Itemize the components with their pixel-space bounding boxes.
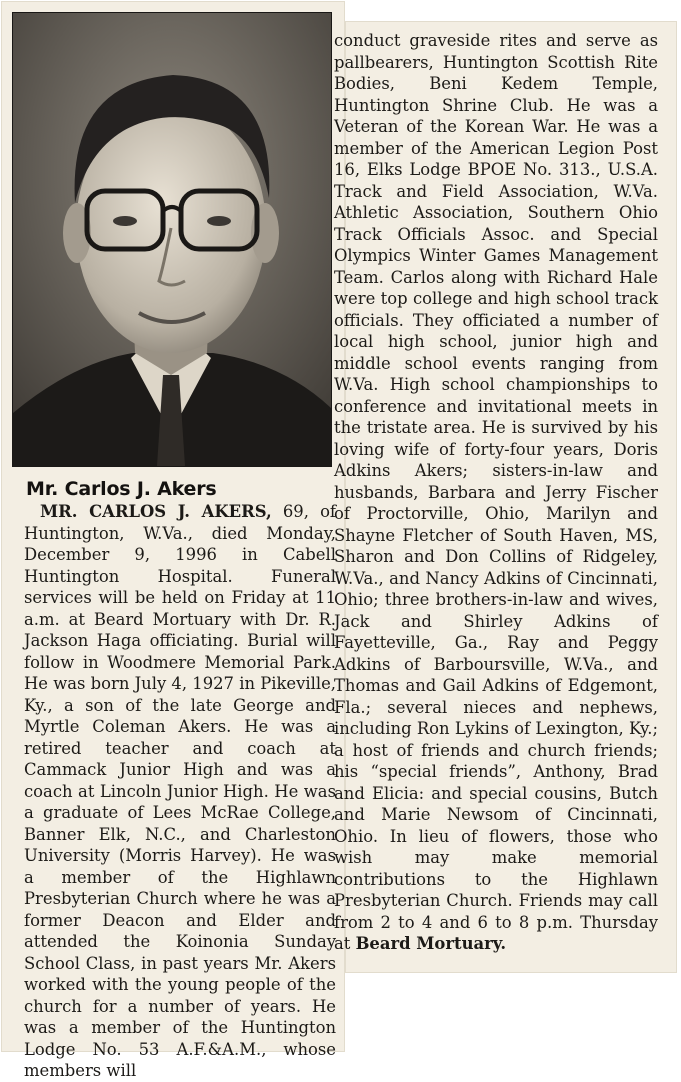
obituary-heading: Mr. Carlos J. Akers — [26, 478, 217, 500]
portrait-photo — [12, 12, 332, 467]
lead-name: MR. CARLOS J. AKERS, — [40, 502, 272, 521]
right-column-text: conduct graveside rites and serve as pallbearers, Huntington Scottish Rite Bodies, Beni Kedem Temple, Huntington Shrine Club. He was a Veteran of the Korean War. He was a member of the American Legion Post 16, Elks Lodge BPOE No. 313., U.S.A. Track and Field Association, W.Va. Athletic Association, Southern Ohio Track Officials Assoc. and Special Olympics Winter Games Management Team. Carlos along with Richard Hale were top college and high school track officials. They officiated a number of local high school, junior high and middle school events ranging from W.Va. High school championships to conference and invitational meets in the tristate area. He is survived by his loving wife of forty-four years, Doris Adkins Akers; sisters-in-law and husbands, Barbara and Jerry Fischer of Proctorville, Ohio, Marilyn and Shayne Fletcher of South Haven, MS, Sharon and Don Collins of Ridgeley, W.Va., and Nancy Adkins of Cincinnati, Ohio; three brothers-in-law and wives, Jack and Shirley Adkins of Fayetteville, Ga., Ray and Peggy Adkins of Barboursville, W.Va., and Thomas and Gail Adkins of Edgemont, Fla.; several nieces and nephews, including Ron Lykins of Lexington, Ky.; a host of friends and church friends; his “special friends”, Anthony, Brad and Elicia: and special cousins, Butch and Marie Newsom of Cincinnati, Ohio. In lieu of flowers, those who wish may make memorial contributions to the Highlawn Presbyterian Church. Friends may call from 2 to 4 and 6 to 8 p.m. Thursday at — [334, 31, 658, 953]
obituary-clipping-left-column — [2, 2, 344, 1080]
obituary-body-right — [334, 30, 658, 955]
closing-bold-text: Beard Mortuary. — [355, 934, 507, 953]
obituary-body-left — [24, 501, 336, 1082]
obituary-clipping-right-column — [334, 22, 676, 972]
left-column-text: 69, of Huntington, W.Va., died Monday, December 9, 1996 in Cabell Huntington Hospital. Funeral services will be held on Friday at 11 a.m. at Beard Mortuary with Dr. R. Jackson Haga officiating. Burial will follow in Woodmere Memorial Park. He was born July 4, 1927 in Pikeville, Ky., a son of the late George and Myrtle Coleman Akers. He was a retired teacher and coach at Cammack Junior High and was a coach at Lincoln Junior High. He was a graduate of Lees McRae College, Banner Elk, N.C., and Charleston University (Morris Harvey). He was a member of the Highlawn Presbyterian Church where he was a former Deacon and Elder and attended the Koinonia Sunday School Class, in past years Mr. Akers worked with the young people of the church for a number of years. He was a member of the Huntington Lodge No. 53 A.F.&A.M., whose members will — [24, 502, 337, 1080]
